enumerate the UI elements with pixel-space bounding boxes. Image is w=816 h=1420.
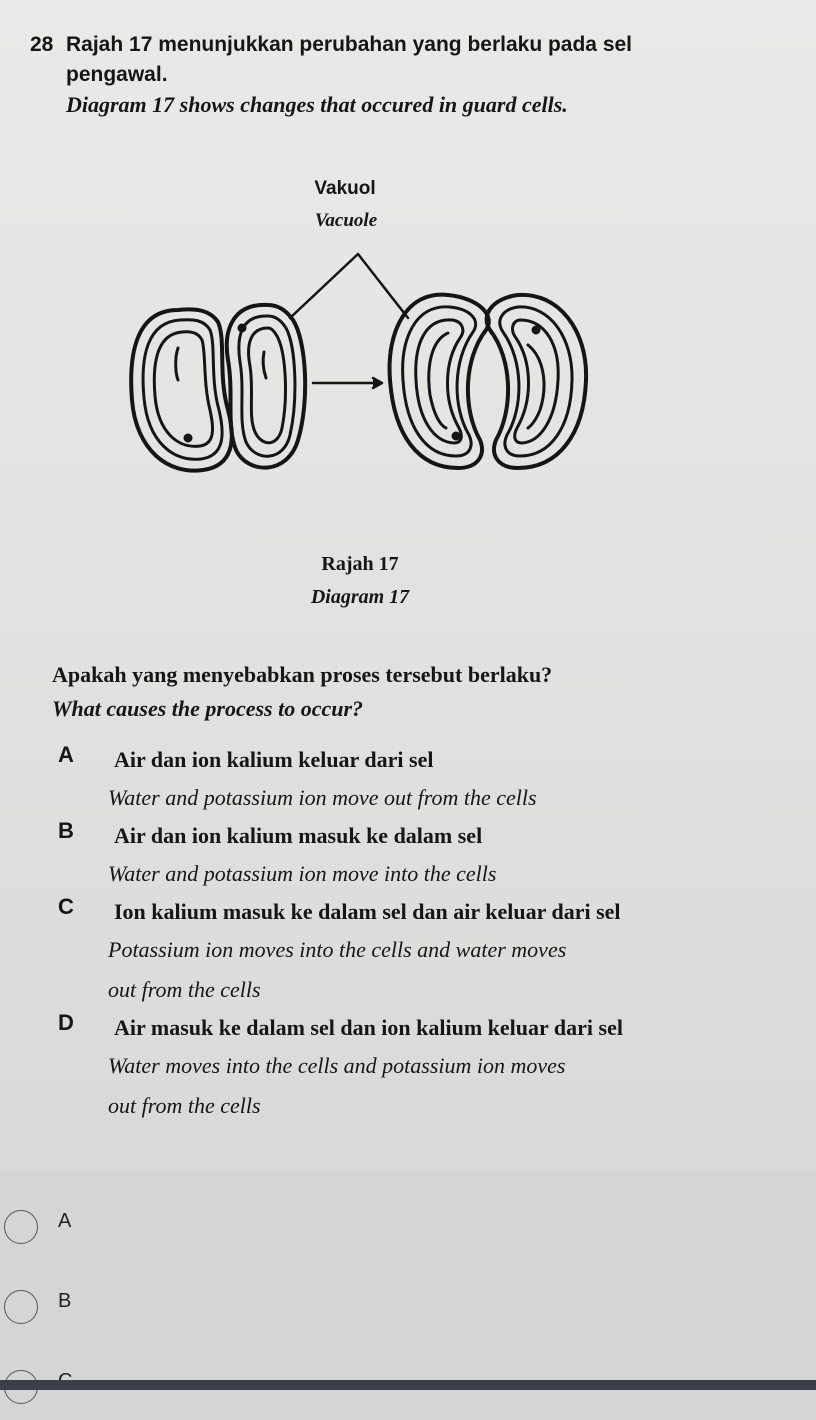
option-c bbox=[58, 894, 798, 1010]
question-header bbox=[30, 30, 800, 120]
diagram-caption-en: Diagram 17 bbox=[310, 586, 410, 608]
option-text-ms: Air masuk ke dalam sel dan ion kalium keluar dari sel bbox=[114, 1015, 623, 1040]
radio-button[interactable] bbox=[4, 1290, 38, 1324]
option-text-en: Water and potassium ion move into the cells bbox=[108, 861, 497, 886]
option-letter: B bbox=[58, 818, 74, 843]
guard-cell-diagram bbox=[118, 170, 618, 490]
vacuole-label-en: Vacuole bbox=[314, 210, 378, 231]
option-d bbox=[58, 1010, 798, 1126]
answer-choice-b[interactable] bbox=[0, 1260, 816, 1340]
option-text-en: Water and potassium ion move out from the cells bbox=[108, 785, 537, 810]
vacuole-pointer-line bbox=[290, 254, 408, 318]
option-letter: D bbox=[58, 1010, 74, 1035]
guard-cells-open bbox=[390, 295, 587, 468]
prompt-ms: Apakah yang menyebabkan proses tersebut berlaku? bbox=[52, 662, 553, 687]
answer-label: A bbox=[58, 1210, 72, 1232]
question-intro-en: Diagram 17 shows changes that occured in guard cells. bbox=[66, 92, 568, 117]
option-text-en-line2: out from the cells bbox=[108, 977, 261, 1002]
prompt-en: What causes the process to occur? bbox=[52, 696, 364, 721]
option-letter: A bbox=[58, 742, 74, 767]
option-a bbox=[58, 742, 798, 818]
option-text-en-line2: out from the cells bbox=[108, 1093, 261, 1118]
radio-button[interactable] bbox=[4, 1210, 38, 1244]
option-text-en-line1: Potassium ion moves into the cells and water moves bbox=[108, 937, 567, 962]
answer-label: B bbox=[58, 1290, 72, 1312]
answer-choice-a[interactable] bbox=[0, 1180, 816, 1260]
option-text-en-line1: Water moves into the cells and potassium ion moves bbox=[108, 1053, 566, 1078]
vacuole-label-ms: Vakuol bbox=[314, 178, 376, 199]
question-intro-ms-line2: pengawal. bbox=[66, 63, 168, 86]
question-prompt bbox=[52, 658, 792, 726]
question-intro-ms-line1 bbox=[30, 30, 800, 60]
question-intro-ms: Rajah 17 menunjukkan perubahan yang berlaku pada sel bbox=[66, 33, 633, 56]
change-arrowhead bbox=[373, 378, 382, 388]
option-text-ms: Air dan ion kalium masuk ke dalam sel bbox=[114, 823, 483, 848]
option-letter: C bbox=[58, 894, 74, 919]
guard-cells-closed bbox=[131, 305, 305, 471]
question-number: 28 bbox=[30, 33, 54, 56]
option-text-ms: Air dan ion kalium keluar dari sel bbox=[114, 747, 434, 772]
bottom-bar bbox=[0, 1380, 816, 1390]
diagram-caption-ms: Rajah 17 bbox=[321, 553, 399, 575]
option-b bbox=[58, 818, 798, 894]
options-list bbox=[58, 742, 798, 1126]
option-text-ms: Ion kalium masuk ke dalam sel dan air keluar dari sel bbox=[114, 899, 621, 924]
